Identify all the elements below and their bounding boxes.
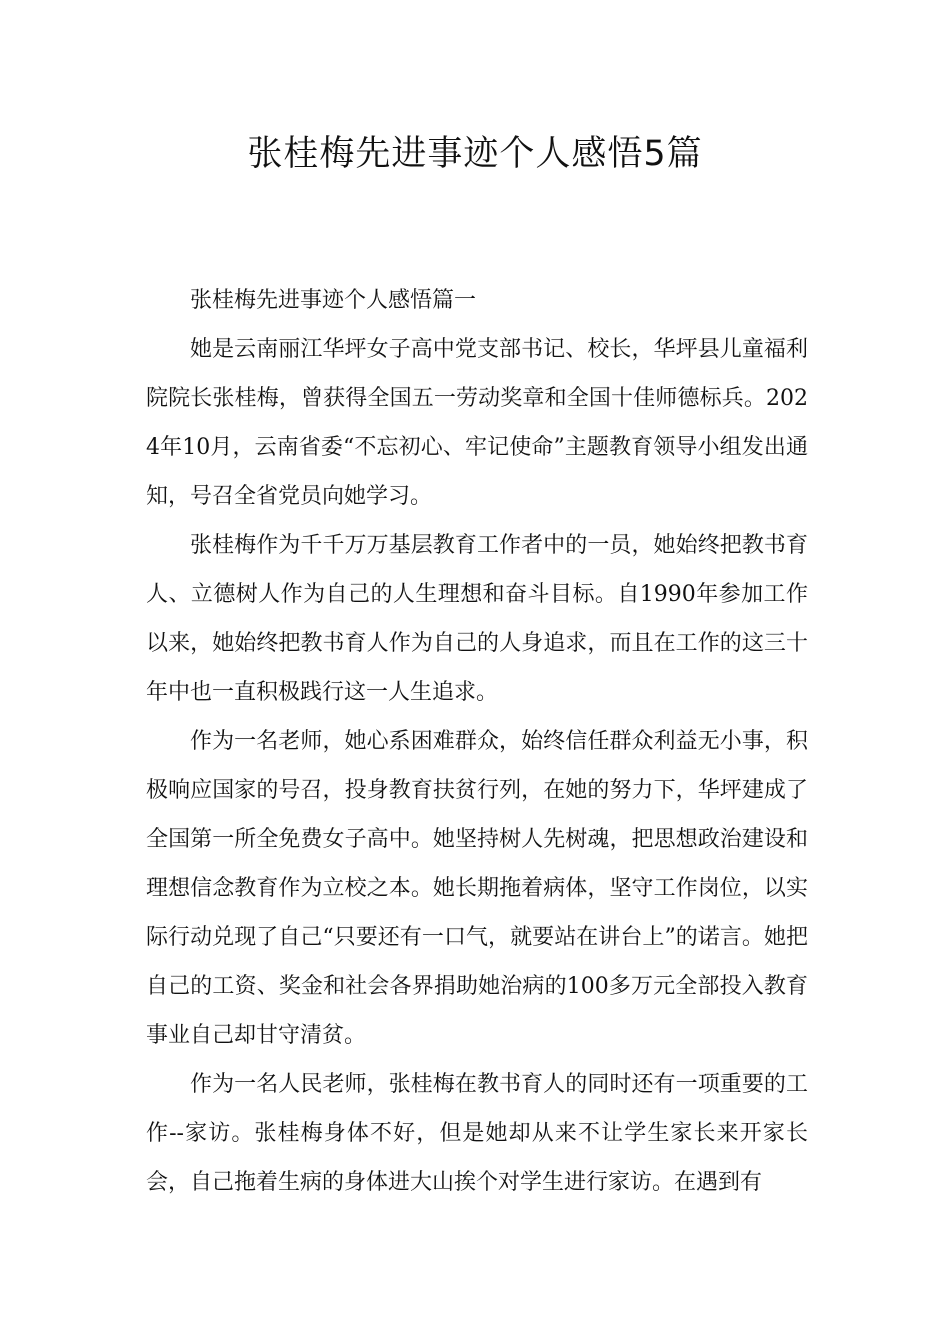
document-body <box>146 276 808 1207</box>
paragraph: 她是云南丽江华坪女子高中党支部书记、校长，华坪县儿童福利院院长张桂梅，曾获得全国五一劳动奖章和全国十佳师德标兵。2024年10月，云南省委“不忘初心、牢记使命”主题教育领导小组发出通知，号召全省党员向她学习。 <box>146 337 808 509</box>
paragraph: 作为一名老师，她心系困难群众，始终信任群众利益无小事，积极响应国家的号召，投身教育扶贫行列，在她的努力下，华坪建成了全国第一所全免费女子高中。她坚持树人先树魂，把思想政治建设和理想信念教育作为立校之本。她长期拖着病体，坚守工作岗位，以实际行动兑现了自己“只要还有一口气，就要站在讲台上”的诺言。她把自己的工资、奖金和社会各界捐助她治病的100多万元全部投入教育事业自己却甘守清贫。 <box>146 729 808 1048</box>
paragraph: 张桂梅作为千千万万基层教育工作者中的一员，她始终把教书育人、立德树人作为自己的人生理想和奋斗目标。自1990年参加工作以来，她始终把教书育人作为自己的人身追求，而且在工作的这三十年中也一直积极践行这一人生追求。 <box>146 533 808 705</box>
section-heading: 张桂梅先进事迹个人感悟篇一 <box>190 288 477 313</box>
paragraph: 作为一名人民老师，张桂梅在教书育人的同时还有一项重要的工作--家访。张桂梅身体不好，但是她却从来不让学生家长来开家长会，自己拖着生病的身体进大山挨个对学生进行家访。在遇到有 <box>146 1072 808 1195</box>
document-title: 张桂梅先进事迹个人感悟5篇 <box>247 134 703 174</box>
